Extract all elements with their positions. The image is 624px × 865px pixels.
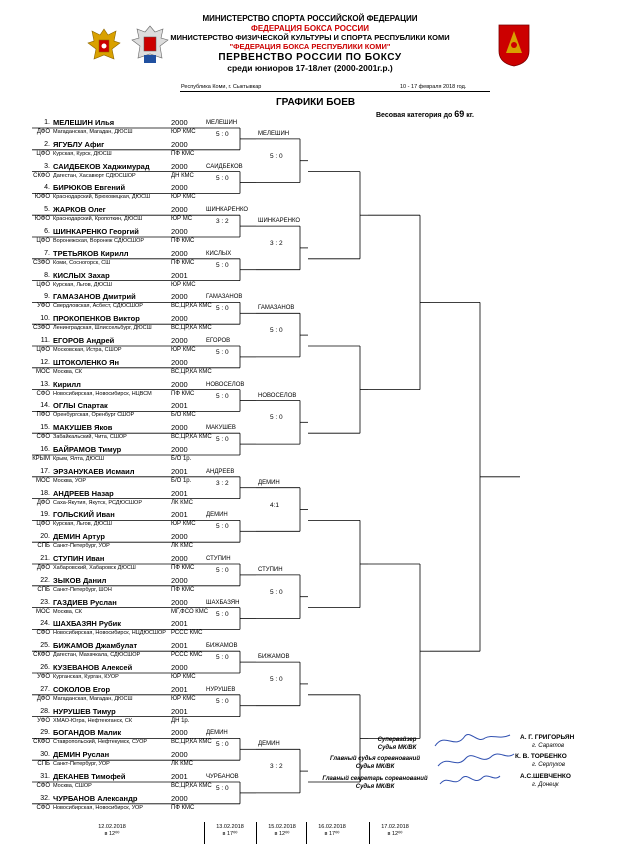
participant-club: Ленинградская, Шлиссельбург, ДЮСШ bbox=[53, 325, 152, 332]
header-championship: ПЕРВЕНСТВО РОССИИ ПО БОКСУ bbox=[218, 52, 402, 63]
participant-region: МОС bbox=[36, 477, 50, 484]
r2-score-label: 5 : 0 bbox=[270, 152, 283, 160]
participant-region: ЮФО bbox=[34, 216, 50, 223]
participant-number: 5. bbox=[44, 206, 50, 214]
participant-year: 2000 bbox=[171, 575, 188, 585]
participant-region: УФО bbox=[37, 303, 50, 310]
participant-region: ЦФО bbox=[36, 281, 50, 288]
participant-name: АНДРЕЕВ Назар bbox=[53, 488, 114, 498]
participant-name: ДЕМИН Руслан bbox=[53, 750, 110, 760]
participant-number: 13. bbox=[40, 380, 50, 388]
weight-value: 69 bbox=[454, 109, 465, 119]
participant-name: БАЙРАМОВ Тимур bbox=[53, 445, 122, 454]
participant-region: СКФО bbox=[33, 739, 50, 746]
footer-separator bbox=[256, 822, 257, 844]
r1-winner-label: ШИНКАРЕНКО bbox=[206, 207, 249, 214]
r1-winner-label: ГАМАЗАНОВ bbox=[206, 294, 243, 301]
participant-number: 24. bbox=[40, 620, 50, 628]
participant-year: 2000 bbox=[171, 314, 188, 324]
r1-winner-label: НОВОСЕЛОВ bbox=[206, 381, 245, 388]
participant-club: Краснодарский, Кропоткин, ДЮСШ bbox=[53, 216, 143, 223]
participant-club: Хабаровский, Хабаровск ДЮСШ bbox=[53, 565, 136, 571]
r1-score-label: 3 : 2 bbox=[216, 479, 229, 487]
participant-club: ХМАО-Югра, Нефтеюганск, СК bbox=[53, 717, 133, 724]
r2-score-label: 3 : 2 bbox=[270, 239, 283, 247]
r1-score-label: 5 : 0 bbox=[216, 348, 229, 356]
participant-club: Коми, Сосногорск, СШ bbox=[53, 259, 111, 266]
participant-name: ШТОКОЛЕНКО Ян bbox=[53, 357, 120, 367]
participant-number: 14. bbox=[40, 402, 50, 410]
official-name-3: А.С.ШЕВЧЕНКО bbox=[520, 773, 571, 780]
participant-club: Магаданская, Магадан, ДЮСШ bbox=[53, 129, 133, 135]
r2-winner-label: НОВОСЕЛОВ bbox=[258, 392, 297, 399]
r1-score-label: 5 : 0 bbox=[216, 261, 229, 269]
participant-year: 2000 bbox=[171, 357, 188, 367]
participant-rank: Б/О 1р. bbox=[171, 477, 192, 484]
header-age-group: среди юниоров 17-18лет (2000-2001г.р.) bbox=[227, 63, 393, 73]
participant-name: МАКУШЕВ Яков bbox=[53, 423, 113, 433]
official-role-3: Главный секретарь соревнований bbox=[322, 776, 428, 782]
participant-number: 31. bbox=[40, 773, 50, 780]
participant-region: ЦФО bbox=[36, 150, 50, 157]
participant-name: ГОЛЬСКИЙ Иван bbox=[53, 510, 115, 520]
official-city-2: г. Серпухов bbox=[532, 762, 566, 768]
participant-number: 22. bbox=[40, 576, 50, 584]
participant-year: 2000 bbox=[171, 445, 188, 454]
r1-winner-label: БИЖАМОВ bbox=[206, 643, 238, 650]
header-komi-federation: "ФЕДЕРАЦИЯ БОКСА РЕСПУБЛИКИ КОМИ" bbox=[229, 42, 391, 51]
participant-number: 9. bbox=[44, 293, 50, 301]
participant-name: ЖАРКОВ Олег bbox=[53, 205, 106, 215]
r1-winner-label: НУРУШЕВ bbox=[206, 686, 236, 693]
participant-club: Москва, УОР bbox=[53, 477, 87, 484]
participant-name: ГАМАЗАНОВ Дмитрий bbox=[53, 292, 136, 302]
participant-year: 2000 bbox=[171, 161, 188, 171]
participant-rank: Б/О 1р. bbox=[171, 456, 192, 462]
participant-name: СТУПИН Иван bbox=[53, 554, 105, 563]
participant-rank: Б/О КМС bbox=[171, 412, 196, 419]
r1-score-label: 5 : 0 bbox=[216, 566, 229, 574]
participant-name: СОКОЛОВ Егор bbox=[53, 684, 111, 694]
participant-club: Воронежская, Воронеж СДЮСШОР bbox=[53, 238, 145, 244]
participant-number: 6. bbox=[44, 228, 50, 235]
participant-name: Кирилл bbox=[53, 379, 81, 389]
participant-number: 32. bbox=[40, 794, 50, 802]
participant-name: КИСЛЫХ Захар bbox=[53, 270, 110, 280]
participant-region: СФО bbox=[36, 783, 50, 789]
participant-rank: МГ,ФСО КМС bbox=[171, 608, 209, 615]
footer-date: 16.02.2018 bbox=[318, 824, 346, 830]
participant-region: СФО bbox=[36, 390, 50, 397]
participant-year: 2000 bbox=[171, 728, 188, 738]
participant-year: 2000 bbox=[171, 205, 188, 215]
participant-number: 2. bbox=[44, 140, 50, 148]
participant-name: ГАЗДИЕВ Руслан bbox=[53, 597, 117, 607]
participant-region: ДФО bbox=[36, 129, 50, 135]
r2-score-label: 5 : 0 bbox=[270, 327, 283, 335]
r1-score-label: 5 : 0 bbox=[216, 174, 229, 182]
participant-name: САИДБЕКОВ Хаджимурад bbox=[53, 161, 150, 171]
official-city-1: г. Саратов bbox=[532, 743, 565, 749]
participant-club: Забайкальский, Чита, СШОР bbox=[53, 434, 127, 441]
participant-rank: РССС КМС bbox=[171, 652, 203, 659]
participant-rank: ДН 1р. bbox=[171, 717, 190, 724]
participant-number: 19. bbox=[40, 511, 50, 519]
participant-rank: ЮР МС bbox=[171, 216, 193, 223]
participant-number: 15. bbox=[40, 424, 50, 432]
r2-winner-label: ШИНКАРЕНКО bbox=[258, 218, 301, 225]
participant-club: Крым, Ялта, ДЮСШ bbox=[53, 456, 105, 462]
participant-name: ЭРЗАНУКАЕВ Исмаил bbox=[53, 466, 135, 476]
participant-year: 2000 bbox=[171, 423, 188, 433]
participant-region: СЗФО bbox=[32, 259, 50, 266]
footer-time: в 17⁰⁰ bbox=[324, 831, 340, 837]
participant-rank: ЮР КМС bbox=[171, 674, 196, 680]
header-komi-ministry: МИНИСТЕРСТВО ФИЗИЧЕСКОЙ КУЛЬТУРЫ И СПОРТА РЕСПУБЛИКИ КОМИ bbox=[170, 33, 450, 42]
weight-unit: кг. bbox=[466, 112, 474, 119]
header-dates: 10 - 17 февраля 2018 год. bbox=[400, 84, 467, 90]
participant-region: МОС bbox=[36, 368, 50, 375]
participant-year: 2000 bbox=[171, 554, 188, 563]
participant-name: ДЕКАНЕВ Тимофей bbox=[53, 772, 126, 781]
participant-rank: ЮР КМС bbox=[171, 129, 196, 135]
r1-winner-label: ШАХБАЗЯН bbox=[206, 599, 240, 606]
participant-rank: ВС,ЦР,КА КМС bbox=[171, 783, 212, 789]
participant-number: 10. bbox=[40, 315, 50, 323]
participant-number: 16. bbox=[40, 446, 50, 453]
weight-label: Весовая категория до bbox=[376, 112, 453, 119]
participant-club: Краснодарский, Брюховецкая, ДЮСШ bbox=[53, 194, 151, 201]
r1-winner-label: САИДБЕКОВ bbox=[206, 163, 243, 170]
r1-score-label: 5 : 0 bbox=[216, 741, 229, 749]
r1-score-label: 5 : 0 bbox=[216, 436, 229, 444]
participant-name: БОГАНДОВ Малик bbox=[53, 728, 122, 738]
participant-rank: ПФ КМС bbox=[171, 390, 195, 397]
participant-year: 2000 bbox=[171, 663, 188, 672]
footer-date-block bbox=[208, 824, 252, 838]
participant-rank: ЮР КМС bbox=[171, 281, 196, 288]
participant-rank: ЮР КМС bbox=[171, 695, 196, 702]
participant-year: 2000 bbox=[171, 139, 188, 149]
participant-club: Санкт-Петербург, УОР bbox=[53, 761, 110, 768]
participant-rank: ЛК КМС bbox=[171, 761, 193, 768]
participant-rank: ВС,ЦР,КА КМС bbox=[171, 325, 212, 332]
official-title-1: Судья МК/ВК bbox=[377, 745, 417, 751]
participant-rank: ПФ КМС bbox=[171, 259, 195, 266]
participant-number: 3. bbox=[44, 162, 50, 170]
official-title-3: Судья МК/ВК bbox=[355, 784, 395, 790]
participant-rank: ЮР КМС bbox=[171, 521, 196, 528]
r2-score-label: 4:1 bbox=[270, 501, 280, 509]
participant-number: 7. bbox=[44, 249, 50, 257]
participant-year: 2001 bbox=[171, 488, 188, 498]
official-city-3: г. Донецк bbox=[532, 782, 559, 788]
r2-score-label: 5 : 0 bbox=[270, 675, 283, 683]
participant-number: 1. bbox=[44, 119, 50, 126]
footer-date: 13.02.2018 bbox=[216, 824, 244, 830]
r1-score-label: 5 : 0 bbox=[216, 610, 229, 618]
r2-winner-label: БИЖАМОВ bbox=[258, 654, 290, 661]
participant-club: Магаданская, Магадан, ДЮСШ bbox=[53, 695, 133, 702]
r2-score-label: 3 : 2 bbox=[270, 763, 283, 771]
participant-year: 2000 bbox=[171, 292, 188, 302]
r1-winner-label: АНДРЕЕВ bbox=[206, 468, 235, 475]
participant-number: 29. bbox=[40, 729, 50, 737]
r2-winner-label: СТУПИН bbox=[258, 566, 283, 573]
participant-club: Оренбургская, Оренбург СШОР bbox=[53, 412, 135, 419]
footer-time: в 17⁰⁰ bbox=[222, 831, 238, 837]
participant-club: Дагестан, Махачкала, СДЮСШОР bbox=[53, 652, 141, 659]
footer-separator bbox=[369, 822, 370, 844]
participant-club: Саха-Якутия, Якутск, РСДЮСШОР bbox=[53, 499, 142, 506]
participant-club: Санкт-Петербург, ШОН bbox=[53, 586, 112, 593]
r2-score-label: 5 : 0 bbox=[270, 414, 283, 422]
participant-club: Новосибирская, Новосибирск, НЦДЮСШОР bbox=[53, 630, 166, 637]
official-name-1: А. Г. ГРИГОРЬЯН bbox=[520, 734, 575, 741]
participant-rank: ПФ КМС bbox=[171, 238, 195, 244]
header-ministry-sport: МИНИСТЕРСТВО СПОРТА РОССИЙСКОЙ ФЕДЕРАЦИИ bbox=[202, 14, 418, 23]
r1-winner-label: КИСЛЫХ bbox=[206, 250, 232, 257]
participant-name: ЯГУБЛУ Афиг bbox=[53, 139, 105, 149]
participant-name: МЕЛЕШИН Илья bbox=[53, 118, 115, 127]
footer-date: 12.02.2018 bbox=[98, 824, 126, 830]
participant-year: 2001 bbox=[171, 401, 188, 411]
r1-winner-label: ДЕМИН bbox=[206, 730, 228, 737]
participant-name: НУРУШЕВ Тимур bbox=[53, 706, 116, 716]
participant-club: Курганская, Курган, КУОР bbox=[53, 674, 119, 680]
participant-club: Москва, СШОР bbox=[53, 783, 92, 789]
participant-name: ДЕМИН Артур bbox=[53, 532, 105, 542]
r1-score-label: 5 : 0 bbox=[216, 654, 229, 662]
r2-score-label: 5 : 0 bbox=[270, 588, 283, 596]
r2-winner-label: ДЕМИН bbox=[258, 479, 280, 486]
participant-number: 17. bbox=[40, 467, 50, 475]
participant-region: СФО bbox=[36, 804, 50, 811]
participant-rank: ПФ КМС bbox=[171, 150, 195, 157]
participant-year: 2001 bbox=[171, 270, 188, 280]
participant-region: СЗФО bbox=[32, 325, 50, 332]
participant-number: 25. bbox=[40, 642, 50, 650]
participant-rank: ВС,ЦР,КА КМС bbox=[171, 434, 212, 441]
r1-winner-label: ЧУРБАНОВ bbox=[206, 774, 239, 780]
footer-date-block bbox=[373, 824, 417, 838]
participant-number: 26. bbox=[40, 664, 50, 671]
r1-winner-label: ДЕМИН bbox=[206, 512, 228, 519]
participant-rank: ЮР КМС bbox=[171, 347, 196, 353]
r1-score-label: 3 : 2 bbox=[216, 218, 229, 226]
participant-number: 21. bbox=[40, 555, 50, 562]
participant-rank: ВС,ЦР,КА КМС bbox=[171, 739, 212, 746]
participant-club: Ставропольский, Нефтекумск, СУОР bbox=[53, 739, 148, 746]
participant-rank: ПФ КМС bbox=[171, 804, 195, 811]
participant-name: ЧУРБАНОВ Александр bbox=[53, 793, 138, 803]
participant-number: 30. bbox=[40, 751, 50, 759]
participant-rank: ЛК КМС bbox=[171, 499, 193, 506]
participant-number: 4. bbox=[44, 184, 50, 192]
participant-number: 8. bbox=[44, 271, 50, 279]
participant-year: 2000 bbox=[171, 793, 188, 803]
participant-name: ЕГОРОВ Андрей bbox=[53, 336, 115, 345]
participant-name: ШИНКАРЕНКО Георгий bbox=[53, 227, 139, 236]
participant-number: 11. bbox=[40, 337, 50, 344]
participant-year: 2000 bbox=[171, 248, 188, 258]
r1-winner-label: МАКУШЕВ bbox=[206, 425, 236, 432]
participant-rank: ВС,ЦР,КА КМС bbox=[171, 368, 212, 375]
participant-club: Курская, Льгов, ДЮСШ bbox=[53, 521, 112, 528]
participant-year: 2001 bbox=[171, 510, 188, 520]
participant-club: Дагестан, Хасавюрт СДЮСШОР bbox=[53, 172, 136, 179]
participant-rank: ПФ КМС bbox=[171, 586, 195, 593]
participant-year: 2001 bbox=[171, 466, 188, 476]
footer-time: в 12⁰⁰ bbox=[387, 831, 403, 837]
participant-year: 2000 bbox=[171, 532, 188, 542]
participant-rank: ЛК КМС bbox=[171, 543, 193, 550]
participant-name: ЗЫКОВ Данил bbox=[53, 575, 107, 585]
participant-region: ДФО bbox=[36, 499, 50, 506]
participant-region: СКФО bbox=[33, 652, 50, 659]
r2-winner-label: ГАМАЗАНОВ bbox=[258, 305, 295, 312]
r1-score-label: 5 : 0 bbox=[216, 784, 229, 792]
participant-region: ДФО bbox=[36, 695, 50, 702]
participant-region: СФО bbox=[36, 630, 50, 637]
participant-rank: ДН КМС bbox=[171, 172, 194, 179]
participant-region: УФО bbox=[37, 717, 50, 724]
participant-club: Новосибирская, Новосибирск, УОР bbox=[53, 804, 143, 811]
participant-club: Новосибирская, Новосибирск, НЦВСМ bbox=[53, 390, 152, 397]
participant-rank: ПФ КМС bbox=[171, 565, 195, 571]
footer-separator bbox=[204, 822, 205, 844]
participant-number: 23. bbox=[40, 598, 50, 606]
participant-number: 28. bbox=[40, 707, 50, 715]
participant-region: ЦФО bbox=[36, 238, 50, 244]
footer-time: в 12⁰⁰ bbox=[104, 831, 120, 837]
participant-year: 2000 bbox=[171, 750, 188, 760]
participant-club: Курская, Курск, ДЮСШ bbox=[53, 150, 112, 157]
participant-year: 2001 bbox=[171, 772, 188, 781]
signatures-icon bbox=[430, 726, 520, 796]
participant-club: Свердловская, Асбест, СДЮСШОР bbox=[53, 303, 143, 310]
participant-region: СКФО bbox=[33, 172, 50, 179]
footer-date-block bbox=[90, 824, 134, 838]
header-place: Республика Коми, г. Сыктывкар bbox=[181, 84, 262, 90]
participant-club: Москва, СК bbox=[53, 608, 83, 615]
participant-year: 2000 bbox=[171, 379, 188, 389]
participant-name: ШАХБАЗЯН Рубик bbox=[53, 619, 122, 629]
participant-region: УФО bbox=[37, 674, 50, 680]
participant-region: ПФО bbox=[36, 412, 50, 419]
participant-club: Московская, Истра, СШОР bbox=[53, 347, 122, 353]
participant-year: 2000 bbox=[171, 597, 188, 607]
participant-number: 27. bbox=[40, 685, 50, 693]
r1-score-label: 5 : 0 bbox=[216, 130, 229, 138]
participant-region: СПБ bbox=[37, 586, 50, 593]
participant-club: Москва, СК bbox=[53, 368, 83, 375]
participant-year: 2000 bbox=[171, 183, 188, 193]
participant-region: ЦФО bbox=[36, 521, 50, 528]
official-title-2: Судья МК/ВК bbox=[355, 764, 395, 770]
participant-rank: ЮР КМС bbox=[171, 194, 196, 201]
participant-region: ДФО bbox=[36, 565, 50, 571]
participant-region: МОС bbox=[36, 608, 50, 615]
r1-score-label: 5 : 0 bbox=[216, 523, 229, 531]
r2-winner-label: МЕЛЕШИН bbox=[258, 130, 290, 137]
official-name-2: К. В. ТОРБЕНКО bbox=[515, 753, 567, 760]
participant-year: 2001 bbox=[171, 706, 188, 716]
r2-winner-label: ДЕМИН bbox=[258, 741, 280, 748]
r1-winner-label: СТУПИН bbox=[206, 556, 231, 562]
participant-year: 2000 bbox=[171, 227, 188, 236]
footer-separator bbox=[306, 822, 307, 844]
footer-date-block bbox=[260, 824, 304, 838]
participant-number: 20. bbox=[40, 533, 50, 541]
r1-score-label: 5 : 0 bbox=[216, 392, 229, 400]
participant-region: СПБ bbox=[37, 543, 50, 550]
participant-club: Санкт-Петербург, УОР bbox=[53, 543, 110, 550]
participant-year: 2001 bbox=[171, 619, 188, 629]
footer-date-block bbox=[310, 824, 354, 838]
participant-number: 12. bbox=[40, 358, 50, 366]
participant-year: 2001 bbox=[171, 684, 188, 694]
r1-score-label: 5 : 0 bbox=[216, 305, 229, 313]
participant-name: КУЗЕВАНОВ Алексей bbox=[53, 663, 133, 672]
participant-name: БИЖАМОВ Джамбулат bbox=[53, 641, 138, 651]
participant-region: СФО bbox=[36, 434, 50, 441]
footer-date: 17.02.2018 bbox=[381, 824, 409, 830]
participant-rank: ВС,ЦР,КА КМС bbox=[171, 303, 212, 310]
official-role-2: Главный судья соревнований bbox=[329, 756, 421, 762]
participant-year: 2000 bbox=[171, 118, 188, 127]
r1-winner-label: МЕЛЕШИН bbox=[206, 120, 238, 126]
participant-name: ОГЛЫ Спартак bbox=[53, 401, 108, 411]
page-title: ГРАФИКИ БОЕВ bbox=[276, 97, 356, 108]
participant-region: ЮФО bbox=[34, 194, 50, 201]
r1-score-label: 5 : 0 bbox=[216, 697, 229, 705]
participant-club: Курская, Льгов, ДЮСШ bbox=[53, 281, 112, 288]
participant-region: СПБ bbox=[37, 761, 50, 768]
participant-rank: РССС КМС bbox=[171, 630, 203, 637]
participant-year: 2001 bbox=[171, 641, 188, 651]
participant-name: БИРЮКОВ Евгений bbox=[53, 183, 126, 193]
participant-number: 18. bbox=[40, 489, 50, 497]
r1-winner-label: ЕГОРОВ bbox=[206, 338, 231, 344]
footer-time: в 12⁰⁰ bbox=[274, 831, 290, 837]
participant-year: 2000 bbox=[171, 336, 188, 345]
participant-name: ТРЕТЬЯКОВ Кирилл bbox=[53, 248, 129, 258]
participant-region: КРЫМ bbox=[32, 456, 50, 462]
participant-name: ПРОКОПЕНКОВ Виктор bbox=[53, 314, 140, 324]
participant-region: ЦФО bbox=[36, 347, 50, 353]
footer-date: 15.02.2018 bbox=[268, 824, 296, 830]
official-role-1: Супервайзер bbox=[377, 737, 417, 743]
header-boxing-federation: ФЕДЕРАЦИЯ БОКСА РОССИИ bbox=[250, 24, 369, 33]
